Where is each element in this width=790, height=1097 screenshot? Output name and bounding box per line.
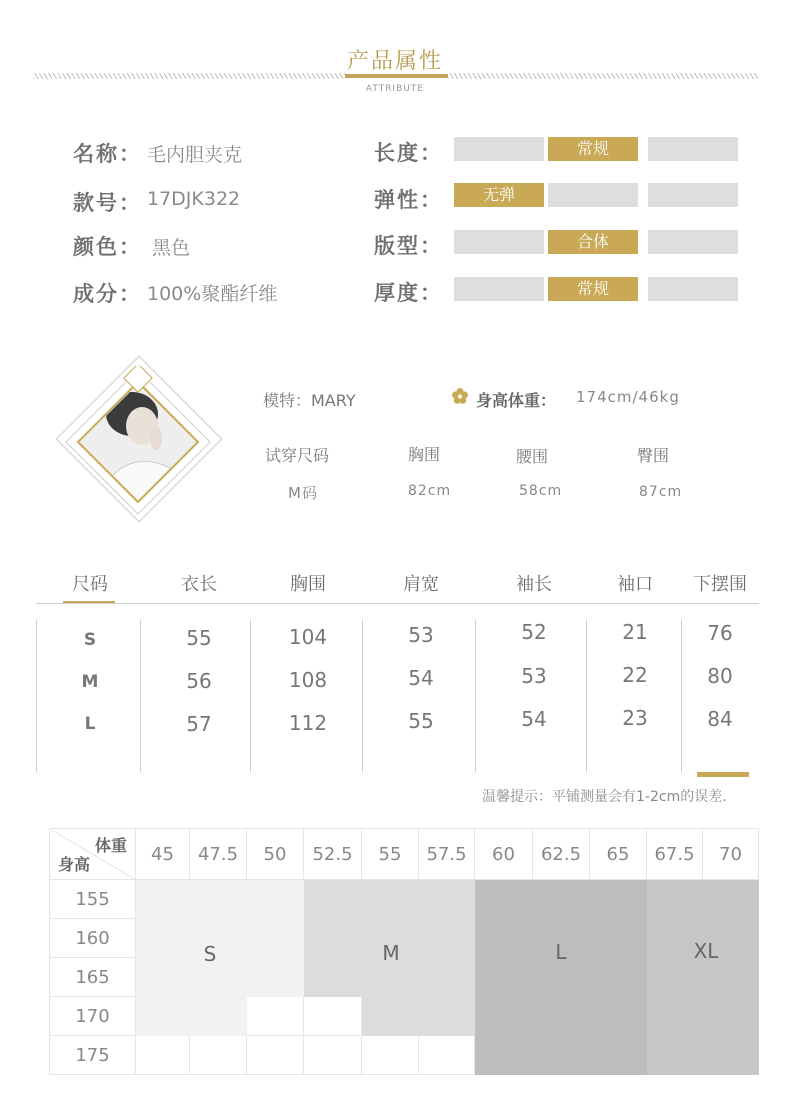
attr-material-label: 成分： [73, 282, 142, 306]
size-region-cell [190, 880, 247, 919]
weight-header: 60 [475, 829, 533, 880]
header-divider-left [33, 73, 345, 79]
size-region-cell [647, 1036, 703, 1075]
size-region-cell [533, 997, 590, 1036]
corner-height-label: 身高 [58, 855, 91, 874]
size-value: 84 [707, 707, 733, 731]
size-region-cell [475, 880, 533, 919]
model-hip: 87cm [639, 484, 683, 500]
size-region-cell [419, 997, 475, 1036]
size-region-cell [419, 880, 475, 919]
size-value: 76 [707, 621, 733, 645]
model-hw-value: 174cm/46kg [576, 388, 680, 406]
weight-header-row [50, 829, 759, 880]
flower-icon [451, 387, 469, 405]
scale-cell: 常规 [548, 277, 638, 301]
weight-header: 45 [136, 829, 190, 880]
size-region-cell [590, 1036, 647, 1075]
attr-thickness-label: 厚度： [374, 281, 443, 305]
size-region-label: M [382, 941, 400, 965]
size-value: 108 [288, 668, 328, 692]
weight-header: 70 [703, 829, 759, 880]
size-region-cell [190, 1036, 247, 1075]
model-try-size-label: 试穿尺码 [265, 446, 330, 465]
height-header: 170 [50, 997, 136, 1036]
attr-color-value: 黑色 [152, 237, 191, 259]
size-region-cell [590, 997, 647, 1036]
size-col-header: 衣长 [181, 574, 217, 595]
size-region-cell [304, 958, 362, 997]
size-region-cell [247, 997, 304, 1036]
size-region-cell [475, 919, 533, 958]
size-value: 53 [408, 623, 434, 647]
size-region-cell [136, 1036, 190, 1075]
size-col-header: 下摆围 [693, 574, 747, 595]
header-accent-bar [345, 74, 448, 78]
model-chest-label: 胸围 [408, 445, 441, 464]
page-title: 产品属性 [346, 49, 443, 74]
model-chest: 82cm [408, 483, 452, 499]
model-portrait [62, 366, 214, 518]
weight-header: 52.5 [304, 829, 362, 880]
attr-style-label: 款号： [73, 191, 142, 215]
scale-cell: 无弹 [454, 183, 544, 207]
attr-name-value: 毛内胆夹克 [147, 144, 243, 166]
size-region-cell [647, 880, 703, 919]
column-divider [140, 620, 141, 772]
size-value: 57 [186, 712, 212, 736]
size-value: 104 [288, 625, 328, 649]
model-try-size: M码 [288, 484, 318, 502]
size-value: 112 [288, 711, 328, 735]
size-table-divider [36, 603, 759, 604]
scale-cell [648, 137, 738, 161]
size-region-cell [419, 958, 475, 997]
weight-header: 47.5 [190, 829, 247, 880]
size-value: 23 [622, 706, 648, 730]
height-header: 160 [50, 919, 136, 958]
size-region-cell [304, 997, 362, 1036]
size-value: 54 [408, 666, 434, 690]
size-region-cell [703, 958, 759, 997]
size-value: 54 [521, 707, 547, 731]
size-region-cell [533, 1036, 590, 1075]
height-header: 165 [50, 958, 136, 997]
scale-cell [648, 183, 738, 207]
attr-length-label: 长度： [374, 141, 443, 165]
column-divider [475, 620, 476, 772]
model-hw-label: 身高体重： [476, 391, 557, 410]
size-col-header: 袖口 [617, 574, 653, 595]
weight-header: 67.5 [647, 829, 703, 880]
size-region-label: S [203, 942, 217, 966]
size-region-cell [304, 1036, 362, 1075]
weight-header: 50 [247, 829, 304, 880]
page-subtitle: ATTRIBUTE [365, 84, 425, 94]
size-value: 80 [707, 664, 733, 688]
size-region-cell [136, 997, 190, 1036]
scale-cell [548, 183, 638, 207]
height-header: 175 [50, 1036, 136, 1075]
attr-style-value: 17DJK322 [147, 188, 241, 210]
size-region-cell [475, 997, 533, 1036]
height-header: 155 [50, 880, 136, 919]
size-region-cell [590, 919, 647, 958]
column-divider [36, 620, 37, 772]
attr-fit-label: 版型： [374, 234, 443, 258]
size-region-label: L [555, 940, 567, 964]
size-region-cell [703, 997, 759, 1036]
scale-cell [648, 230, 738, 254]
size-col-header: 胸围 [290, 574, 326, 595]
size-value: 55 [408, 709, 434, 733]
size-region-cell [362, 997, 419, 1036]
model-waist-label: 腰围 [516, 447, 549, 466]
scale-cell [454, 230, 544, 254]
size-label: M [81, 672, 99, 692]
size-region-cell [590, 880, 647, 919]
attr-color-label: 颜色： [73, 235, 142, 259]
model-hip-label: 臀围 [637, 446, 670, 465]
scale-cell [454, 277, 544, 301]
column-divider [586, 620, 587, 772]
size-region-cell [647, 997, 703, 1036]
size-region-cell [136, 880, 190, 919]
size-col-header: 肩宽 [403, 574, 439, 595]
size-region-cell [304, 919, 362, 958]
height-row [50, 1036, 759, 1075]
size-region-cell [533, 880, 590, 919]
size-region-cell [475, 958, 533, 997]
size-value: 56 [186, 669, 212, 693]
scale-cell: 合体 [548, 230, 638, 254]
size-region-cell [419, 919, 475, 958]
size-region-cell [247, 958, 304, 997]
attr-elastic-label: 弹性： [374, 188, 443, 212]
column-divider [250, 620, 251, 772]
corner-cell [50, 829, 136, 880]
size-value: 21 [622, 620, 648, 644]
size-region-cell [475, 1036, 533, 1075]
size-region-cell [190, 997, 247, 1036]
size-col-header: 袖长 [516, 574, 552, 595]
size-region-cell [247, 880, 304, 919]
attr-material-value: 100%聚酯纤维 [147, 283, 278, 305]
size-region-cell [647, 958, 703, 997]
model-waist: 58cm [519, 483, 563, 499]
scale-cell [454, 137, 544, 161]
size-region-cell [362, 1036, 419, 1075]
model-name: 模特：MARY [263, 391, 356, 410]
size-value: 53 [521, 664, 547, 688]
weight-header: 55 [362, 829, 419, 880]
size-region-cell [247, 1036, 304, 1075]
height-row [50, 997, 759, 1036]
size-table-accent [697, 772, 749, 777]
size-region-cell [703, 880, 759, 919]
attr-name-label: 名称： [73, 142, 142, 166]
size-region-cell [304, 880, 362, 919]
size-label: S [83, 630, 97, 650]
size-region-cell [703, 1036, 759, 1075]
header-divider-right [448, 73, 758, 79]
size-value: 52 [521, 620, 547, 644]
size-value: 55 [186, 626, 212, 650]
weight-header: 57.5 [419, 829, 475, 880]
height-row [50, 880, 759, 919]
size-label: L [84, 714, 96, 734]
size-region-cell [247, 919, 304, 958]
size-region-cell [590, 958, 647, 997]
scale-cell: 常规 [548, 137, 638, 161]
size-note: 温馨提示：平铺测量会有1-2cm的误差. [482, 789, 727, 805]
weight-header: 62.5 [533, 829, 590, 880]
column-divider [362, 620, 363, 772]
size-region-cell [362, 880, 419, 919]
corner-weight-label: 体重 [94, 836, 127, 855]
size-region-cell [419, 1036, 475, 1075]
size-value: 22 [622, 663, 648, 687]
size-region-label: XL [693, 939, 719, 963]
size-col-header: 尺码 [72, 574, 108, 595]
weight-header: 65 [590, 829, 647, 880]
scale-cell [648, 277, 738, 301]
